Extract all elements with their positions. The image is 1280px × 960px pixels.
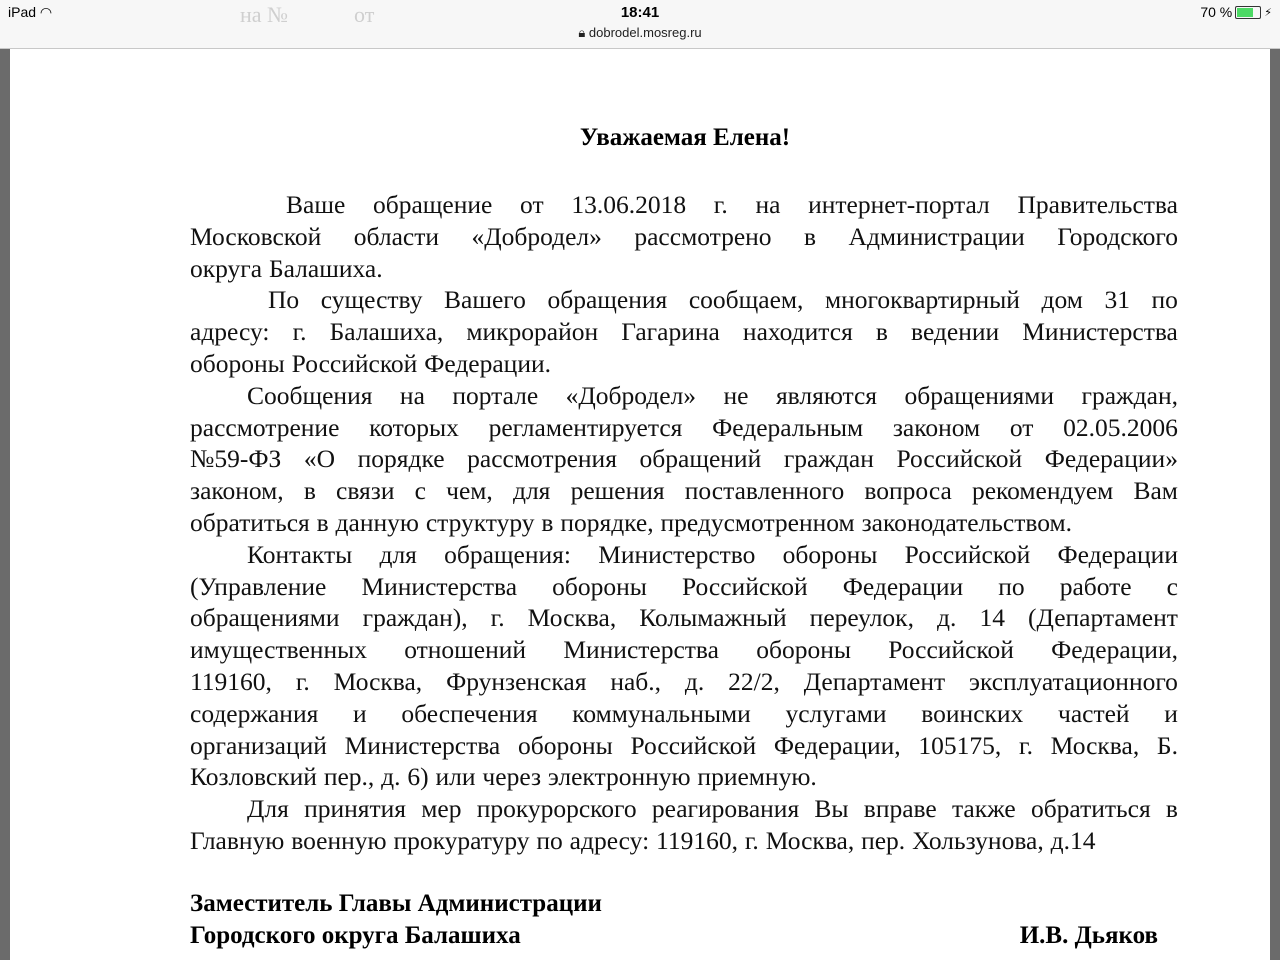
salutation: Уважаемая Елена! (579, 124, 791, 151)
clock: 18:41 (620, 4, 660, 21)
signer-name: И.В. Дьяков (1019, 922, 1158, 949)
address-bar[interactable] (0, 25, 1280, 41)
text-line: По существу Вашего обращения сообщаем, многоквартирный дом 31 по (268, 285, 1178, 315)
text-line: организаций Министерства обороны Российской Федерации, 105175, г. Москва, Б. (190, 730, 1178, 760)
text-line: Для принятия мер прокурорского реагирования Вы вправе также обратиться в (247, 794, 1178, 824)
paragraph (190, 189, 1178, 284)
text-line: законом, в связи с чем, для решения поставленного вопроса рекомендуем Вам (190, 476, 1178, 506)
text-line: содержания и обеспечения коммунальными услугами воинских частей и (190, 698, 1178, 728)
text-line: (Управление Министерства обороны Российской Федерации по работе с (190, 571, 1178, 601)
battery-status (1200, 4, 1272, 20)
device-name: iPad (8, 4, 37, 20)
paragraph (190, 284, 1178, 379)
text-line: Контакты для обращения: Министерство обороны Российской Федерации (247, 539, 1178, 569)
text-line: имущественных отношений Министерства обороны Российской Федерации, (190, 635, 1178, 665)
paragraph (190, 793, 1178, 857)
text-line: округа Балашиха. (190, 253, 383, 283)
paragraph (190, 380, 1178, 539)
battery-percent: 70 % (1200, 4, 1233, 20)
signer-position-1: Заместитель Главы Администрации (190, 890, 602, 917)
ghost-header-text: на № от (240, 2, 375, 27)
text-line: №59-ФЗ «О порядке рассмотрения обращений граждан Российской Федерации» (190, 444, 1178, 474)
text-line: Московской области «Добродел» рассмотрено в Администрации Городского (190, 221, 1178, 251)
text-line: обратиться в данную структуру в порядке, предусмотренном законодательством. (190, 507, 1073, 537)
text-line: 119160, г. Москва, Фрунзенская наб., д. 22/2, Департамент эксплуатационного (190, 666, 1178, 696)
signer-position-2: Городского округа Балашиха (190, 922, 521, 949)
letter-body (190, 189, 1178, 857)
charging-icon: ⚡ (1264, 6, 1272, 19)
lock-icon: 🔒︎ (578, 25, 586, 40)
text-line: обращениями граждан), г. Москва, Колымажный переулок, д. 14 (Департамент (190, 603, 1178, 633)
url-text: dobrodel.mosreg.ru (588, 25, 702, 40)
text-line: Козловский пер., д. 6) или через электронную приемную. (190, 762, 817, 792)
battery-icon (1235, 6, 1261, 19)
text-line: Главную военную прокуратуру по адресу: 119160, г. Москва, пер. Хользунова, д.14 (190, 825, 1096, 855)
text-line: Сообщения на портале «Добродел» не являются обращениями граждан, (247, 380, 1178, 410)
text-line: Ваше обращение от 13.06.2018 г. на интернет-портал Правительства (286, 190, 1178, 219)
wifi-icon: ◠ (39, 4, 53, 20)
signature-block (190, 888, 1158, 952)
text-line: рассмотрение которых регламентируется Федеральным законом от 02.05.2006 (190, 412, 1178, 442)
text-line: обороны Российской Федерации. (190, 348, 551, 378)
text-line: адресу: г. Балашиха, микрорайон Гагарина находится в ведении Министерства (190, 317, 1178, 347)
status-bar (0, 0, 1280, 49)
paragraph (190, 539, 1178, 793)
